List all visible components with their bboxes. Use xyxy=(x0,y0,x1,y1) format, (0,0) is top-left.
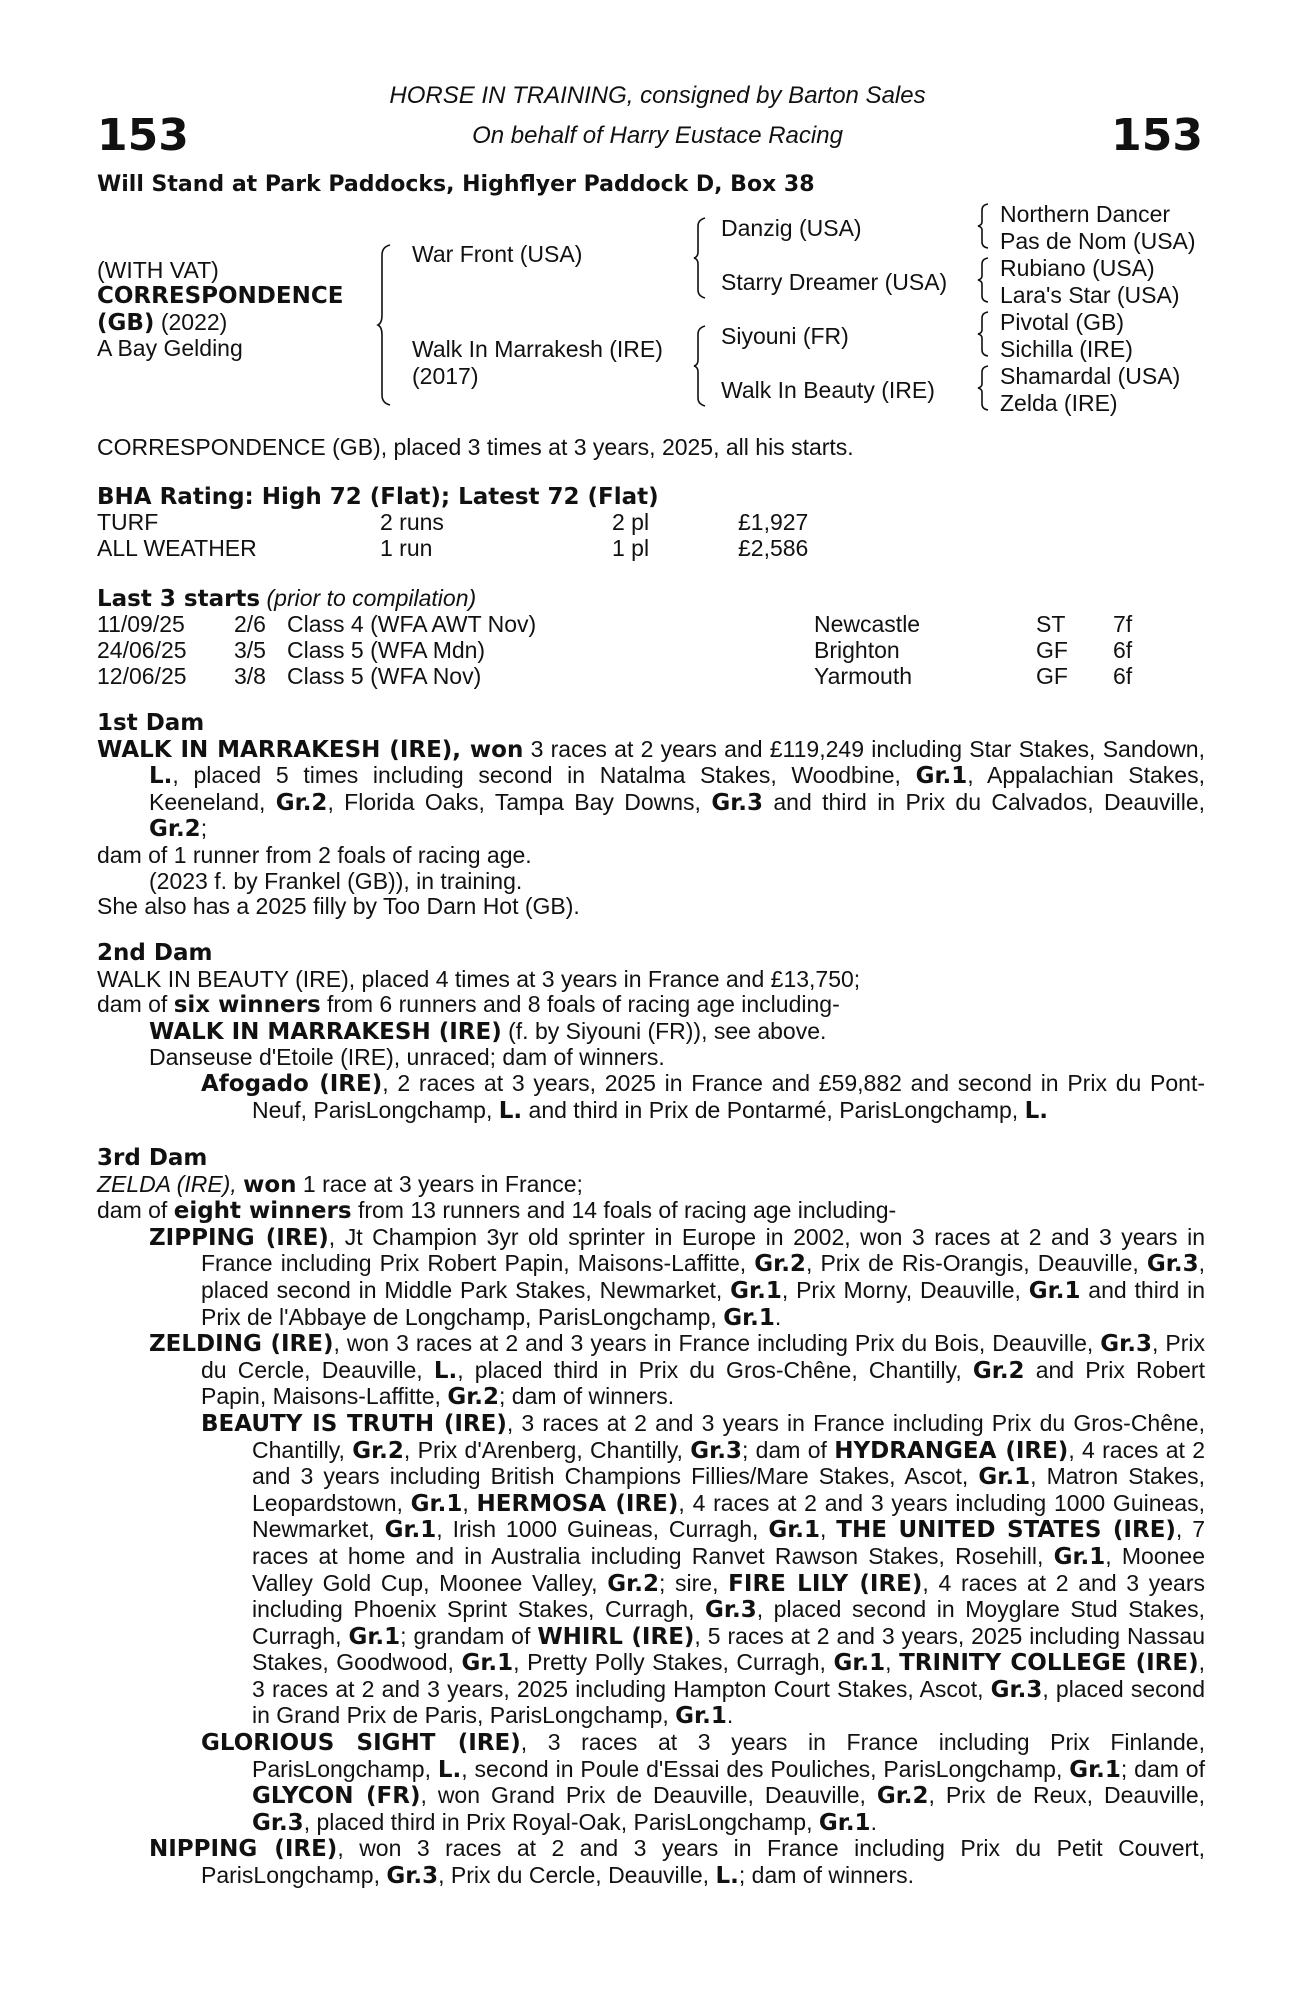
runs: 1 run xyxy=(380,535,433,561)
runs: 2 runs xyxy=(380,509,444,535)
earnings: £2,586 xyxy=(738,535,809,561)
pedigree-sire-sire: Danzig (USA) xyxy=(721,215,862,241)
vendor-line: On behalf of Harry Eustace Racing xyxy=(472,122,843,149)
surface: ALL WEATHER xyxy=(97,535,257,561)
rating-row-allweather xyxy=(97,535,808,561)
second-dam-heading: 2nd Dam xyxy=(97,940,213,966)
pedigree-gen3-7: Shamardal (USA) xyxy=(1000,363,1181,389)
start-position: 2/6 xyxy=(234,611,266,637)
start-position: 3/5 xyxy=(234,637,266,663)
pedigree-gen3-8: Zelda (IRE) xyxy=(1000,390,1118,416)
start-going: GF xyxy=(1036,637,1068,663)
race-summary: CORRESPONDENCE (GB), placed 3 times at 3 years, 2025, all his starts. xyxy=(97,434,854,460)
horse-country: (GB) xyxy=(97,310,155,336)
pedigree-dam-dam: Walk In Beauty (IRE) xyxy=(721,377,935,403)
pedigree-bracket-walkinbeauty xyxy=(978,366,992,410)
vat-note: (WITH VAT) xyxy=(97,257,219,283)
start-distance: 7f xyxy=(1113,611,1133,637)
pedigree-dam-year: (2017) xyxy=(412,363,479,389)
horse-description: A Bay Gelding xyxy=(97,335,243,361)
start-date: 12/06/25 xyxy=(97,663,187,689)
start-race: Class 5 (WFA Mdn) xyxy=(287,637,486,663)
pedigree-gen3-5: Pivotal (GB) xyxy=(1000,309,1124,335)
rating-row-turf xyxy=(97,509,808,535)
offspring-zipping: ZIPPING (IRE), Jt Champion 3yr old sprinter in Europe in 2002, won 3 races at 2 and 3 years in France including Prix Robert Papin, Maisons-Laffitte, Gr.2, Prix de Ris-Orangis, Deauville, Gr.3, placed second in Middle Park Stakes, Newmarket, Gr.1, Prix Morny, Deauville, Gr.1 and third in Prix de l'Abbaye de Longchamp, ParisLongchamp, Gr.1. xyxy=(149,1223,1205,1331)
start-course: Newcastle xyxy=(814,611,921,637)
pedigree-bracket-main xyxy=(378,245,396,405)
start-row xyxy=(97,663,1132,689)
last-starts-note: (prior to compilation) xyxy=(266,585,477,611)
earnings: £1,927 xyxy=(738,509,809,535)
lot-number-left: 153 xyxy=(97,110,189,161)
pedigree-dam-sire: Siyouni (FR) xyxy=(721,323,849,349)
first-dam-section xyxy=(97,711,1205,920)
start-distance: 6f xyxy=(1113,663,1133,689)
start-date: 11/09/25 xyxy=(97,611,185,637)
second-dam-produce: dam of six winners from 6 runners and 8 foals of racing age including- xyxy=(97,991,840,1019)
consignment-title: HORSE IN TRAINING, consigned by Barton Sales xyxy=(389,82,926,109)
start-going: GF xyxy=(1036,663,1068,689)
start-distance: 6f xyxy=(1113,637,1133,663)
first-dam-2025-filly: She also has a 2025 filly by Too Darn Hot (GB). xyxy=(97,893,580,920)
placed: 2 pl xyxy=(612,509,650,535)
third-dam-record: ZELDA (IRE), won 1 race at 3 years in France; xyxy=(97,1170,583,1198)
surface: TURF xyxy=(97,509,159,535)
pedigree-dam: Walk In Marrakesh (IRE) xyxy=(412,336,663,362)
second-dam-offspring-2: Danseuse d'Etoile (IRE), unraced; dam of winners. xyxy=(149,1044,665,1071)
second-dam-grandoffspring: Afogado (IRE), 2 races at 3 years, 2025 in France and £59,882 and second in Prix du Pont-Neuf, ParisLongchamp, L. and third in Prix de Pontarmé, ParisLongchamp, L. xyxy=(201,1069,1205,1124)
second-dam-section xyxy=(97,941,1205,1124)
rating-table xyxy=(97,509,808,561)
grandoffspring-glorious-sight: GLORIOUS SIGHT (IRE), 3 races at 3 years in France including Prix Finlande, ParisLongchamp, L., second in Poule d'Essai des Pouliches, ParisLongchamp, Gr.1; dam of GLYCON (FR), won Grand Prix de Deauville, Deauville, Gr.2, Prix de Reux, Deauville, Gr.3, placed third in Prix Royal-Oak, ParisLongchamp, Gr.1. xyxy=(201,1729,1205,1836)
pedigree-gen3-4: Lara's Star (USA) xyxy=(1000,282,1180,308)
pedigree-bracket-dam xyxy=(694,326,710,406)
pedigree-sire-dam: Starry Dreamer (USA) xyxy=(721,269,948,295)
pedigree-sire: War Front (USA) xyxy=(412,241,583,267)
pedigree-bracket-sire xyxy=(694,218,710,298)
placed: 1 pl xyxy=(612,535,650,561)
first-dam-heading: 1st Dam xyxy=(97,710,205,736)
start-race: Class 5 (WFA Nov) xyxy=(287,663,482,689)
pedigree-gen3-2: Pas de Nom (USA) xyxy=(1000,228,1196,254)
horse-name: CORRESPONDENCE xyxy=(97,283,344,309)
first-dam-foal: (2023 f. by Frankel (GB)), in training. xyxy=(149,867,523,894)
start-course: Brighton xyxy=(814,637,900,663)
third-dam-section xyxy=(97,1146,1205,1890)
start-race: Class 4 (WFA AWT Nov) xyxy=(287,611,537,637)
start-row xyxy=(97,611,1132,637)
offspring-zelding: ZELDING (IRE), won 3 races at 2 and 3 years in France including Prix du Bois, Deauville, Gr.3, Prix du Cercle, Deauville, L., placed third in Prix du Gros-Chêne, Chantilly, Gr.2 and Prix Robert Papin, Maisons-Laffitte, Gr.2; dam of winners. xyxy=(149,1330,1205,1411)
lot-number-right: 153 xyxy=(1111,110,1203,161)
pedigree-gen3-3: Rubiano (USA) xyxy=(1000,255,1155,281)
third-dam-heading: 3rd Dam xyxy=(97,1145,208,1171)
second-dam-record: WALK IN BEAUTY (IRE), placed 4 times at 3 years in France and £13,750; xyxy=(97,965,861,992)
pedigree-bracket-siyouni xyxy=(978,312,992,356)
last-starts-table xyxy=(97,611,1132,689)
second-dam-offspring-1: WALK IN MARRAKESH (IRE) (f. by Siyouni (FR)), see above. xyxy=(149,1017,827,1045)
pedigree-gen3-6: Sichilla (IRE) xyxy=(1000,336,1133,362)
last-starts-title: Last 3 starts xyxy=(97,586,261,612)
pedigree-gen3-1: Northern Dancer xyxy=(1000,201,1171,227)
horse-country-year xyxy=(97,309,227,336)
bha-rating-heading: BHA Rating: High 72 (Flat); Latest 72 (Flat) xyxy=(97,484,659,510)
pedigree-bracket-starry xyxy=(978,258,992,302)
grandoffspring-beauty-is-truth: BEAUTY IS TRUTH (IRE), 3 races at 2 and 3 years in France including Prix du Gros-Chêne, Chantilly, Gr.2, Prix d'Arenberg, Chantilly, Gr.3; dam of HYDRANGEA (IRE), 4 races at 2 and 3 years including British Champions Fillies/Mare Stakes, Ascot, Gr.1, Matron Stakes, Leopardstown, Gr.1, HERMOSA (IRE), 4 races at 2 and 3 years including 1000 Guineas, Newmarket, Gr.1, Irish 1000 Guineas, Curragh, Gr.1, THE UNITED STATES (IRE), 7 races at home and in Australia including Ranvet Rawson Stakes, Rosehill, Gr.1, Moonee Valley Gold Cup, Moonee Valley, Gr.2; sire, FIRE LILY (IRE), 4 races at 2 and 3 years including Phoenix Sprint Stakes, Curragh, Gr.3, placed second in Moyglare Stud Stakes, Curragh, Gr.1; grandam of WHIRL (IRE), 5 races at 2 and 3 years, 2025 including Nassau Stakes, Goodwood, Gr.1, Pretty Polly Stakes, Curragh, Gr.1, TRINITY COLLEGE (IRE), 3 races at 2 and 3 years, 2025 including Hampton Court Stakes, Ascot, Gr.3, placed second in Grand Prix de Paris, ParisLongchamp, Gr.1. xyxy=(201,1409,1206,1730)
first-dam-record: WALK IN MARRAKESH (IRE), won 3 races at 2 years and £119,249 including Star Stakes, Sandown, L., placed 5 times including second in Natalma Stakes, Woodbine, Gr.1, Appalachian Stakes, Keeneland, Gr.2, Florida Oaks, Tampa Bay Downs, Gr.3 and third in Prix du Calvados, Deauville, Gr.2; xyxy=(97,735,1205,843)
first-dam-produce: dam of 1 runner from 2 foals of racing age. xyxy=(97,841,532,868)
horse-year: (2022) xyxy=(160,309,228,335)
third-dam-produce: dam of eight winners from 13 runners and 14 foals of racing age including- xyxy=(97,1197,897,1225)
start-date: 24/06/25 xyxy=(97,637,187,663)
last-starts-heading xyxy=(97,585,476,612)
start-position: 3/8 xyxy=(234,663,266,689)
offspring-nipping: NIPPING (IRE), won 3 races at 2 and 3 years in France including Prix du Petit Couvert, ParisLongchamp, Gr.3, Prix du Cercle, Deauville, L.; dam of winners. xyxy=(149,1835,1205,1890)
pedigree-bracket-danzig xyxy=(978,204,992,248)
start-course: Yarmouth xyxy=(814,663,913,689)
start-row xyxy=(97,637,1132,663)
stand-location: Will Stand at Park Paddocks, Highflyer Paddock D, Box 38 xyxy=(97,172,815,197)
start-going: ST xyxy=(1036,611,1066,637)
